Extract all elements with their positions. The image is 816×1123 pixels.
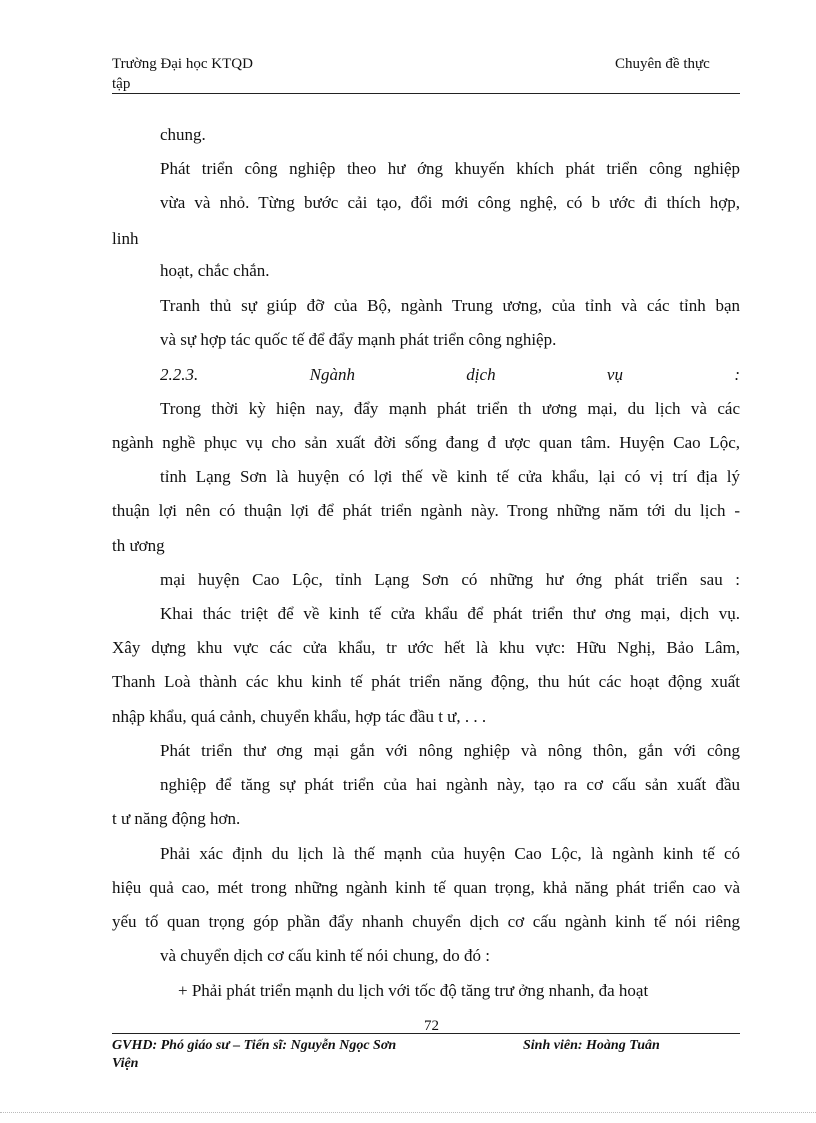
body-line: nghiệp để tăng sự phát triển của hai ngành này, tạo ra cơ cấu sản xuất đầu xyxy=(160,775,740,794)
body-line: Trong thời kỳ hiện nay, đẩy mạnh phát triển th ương mại, du lịch và các xyxy=(160,399,740,418)
body-line: + Phải phát triển mạnh du lịch với tốc độ tăng trư ởng nhanh, đa hoạt xyxy=(178,981,649,1000)
body-line: thuận lợi nên có thuận lợi để phát triển ngành này. Trong những năm tới du lịch - xyxy=(112,501,740,520)
footer-advisor-line1: GVHD: Phó giáo sư – Tiến sĩ: Nguyễn Ngọc Sơn xyxy=(112,1038,397,1053)
page-number: 72 xyxy=(424,1018,439,1030)
header-school xyxy=(112,54,312,94)
body-line: ngành nghề phục vụ cho sản xuất đời sống đang đ ược quan tâm. Huyện Cao Lộc, xyxy=(112,433,740,452)
body-line: Khai thác triệt để về kinh tế cửa khẩu để phát triển thư ơng mại, dịch vụ. xyxy=(160,604,740,623)
body-line: và sự hợp tác quốc tế để đẩy mạnh phát triển công nghiệp. xyxy=(160,330,557,349)
body-line: chung. xyxy=(160,125,206,144)
body-line: Phát triển thư ơng mại gắn với nông nghiệp và nông thôn, gắn với công xyxy=(160,741,740,760)
header-school-line2: tập xyxy=(112,76,131,92)
footer-advisor-line2: Viện xyxy=(112,1056,139,1071)
body-line: nhập khẩu, quá cảnh, chuyển khẩu, hợp tác đầu t ư, . . . xyxy=(112,707,487,726)
footer-rule xyxy=(112,1033,740,1034)
body-line: Phải xác định du lịch là thế mạnh của huyện Cao Lộc, là ngành kinh tế có xyxy=(160,844,740,863)
body-line: vừa và nhỏ. Từng bước cải tạo, đổi mới công nghệ, có b ước đi thích hợp, xyxy=(160,193,740,212)
page-edge-divider xyxy=(0,1112,816,1113)
body-line: linh xyxy=(112,229,139,248)
header-school-line1: Trường Đại học KTQD xyxy=(112,56,253,72)
body-line: Thanh Loà thành các khu kinh tế phát triển năng động, thu hút các hoạt động xuất xyxy=(112,672,740,691)
body-line: th ương xyxy=(112,536,165,555)
footer-advisor xyxy=(112,1037,472,1073)
header-rule xyxy=(112,93,740,94)
header-title: Chuyên đề thực xyxy=(615,56,710,72)
section-heading: 2.2.3. Ngành dịch vụ : xyxy=(160,365,740,384)
body-line: yếu tố quan trọng góp phần đẩy nhanh chuyển dịch cơ cấu ngành kinh tế nói riêng xyxy=(112,912,740,931)
body-line: hiệu quả cao, mét trong những ngành kinh tế quan trọng, khả năng phát triển cao và xyxy=(112,878,740,897)
body-line: Xây dựng khu vực các cửa khẩu, tr ước hết là khu vực: Hữu Nghị, Bảo Lâm, xyxy=(112,638,740,657)
body-line: Tranh thủ sự giúp đỡ của Bộ, ngành Trung ương, của tỉnh và các tỉnh bạn xyxy=(160,296,740,315)
body-line: Phát triển công nghiệp theo hư ớng khuyến khích phát triển công nghiệp xyxy=(160,159,740,178)
body-line: mại huyện Cao Lộc, tỉnh Lạng Sơn có những hư ớng phát triển sau : xyxy=(160,570,740,589)
body-line: t ư năng động hơn. xyxy=(112,809,241,828)
body-line: hoạt, chắc chắn. xyxy=(160,261,270,280)
body-line: tỉnh Lạng Sơn là huyện có lợi thế về kinh tế cửa khẩu, lại có vị trí địa lý xyxy=(160,467,740,486)
footer-student: Sinh viên: Hoàng Tuân xyxy=(523,1038,660,1053)
body-line: và chuyển dịch cơ cấu kinh tế nói chung, do đó : xyxy=(160,946,491,965)
